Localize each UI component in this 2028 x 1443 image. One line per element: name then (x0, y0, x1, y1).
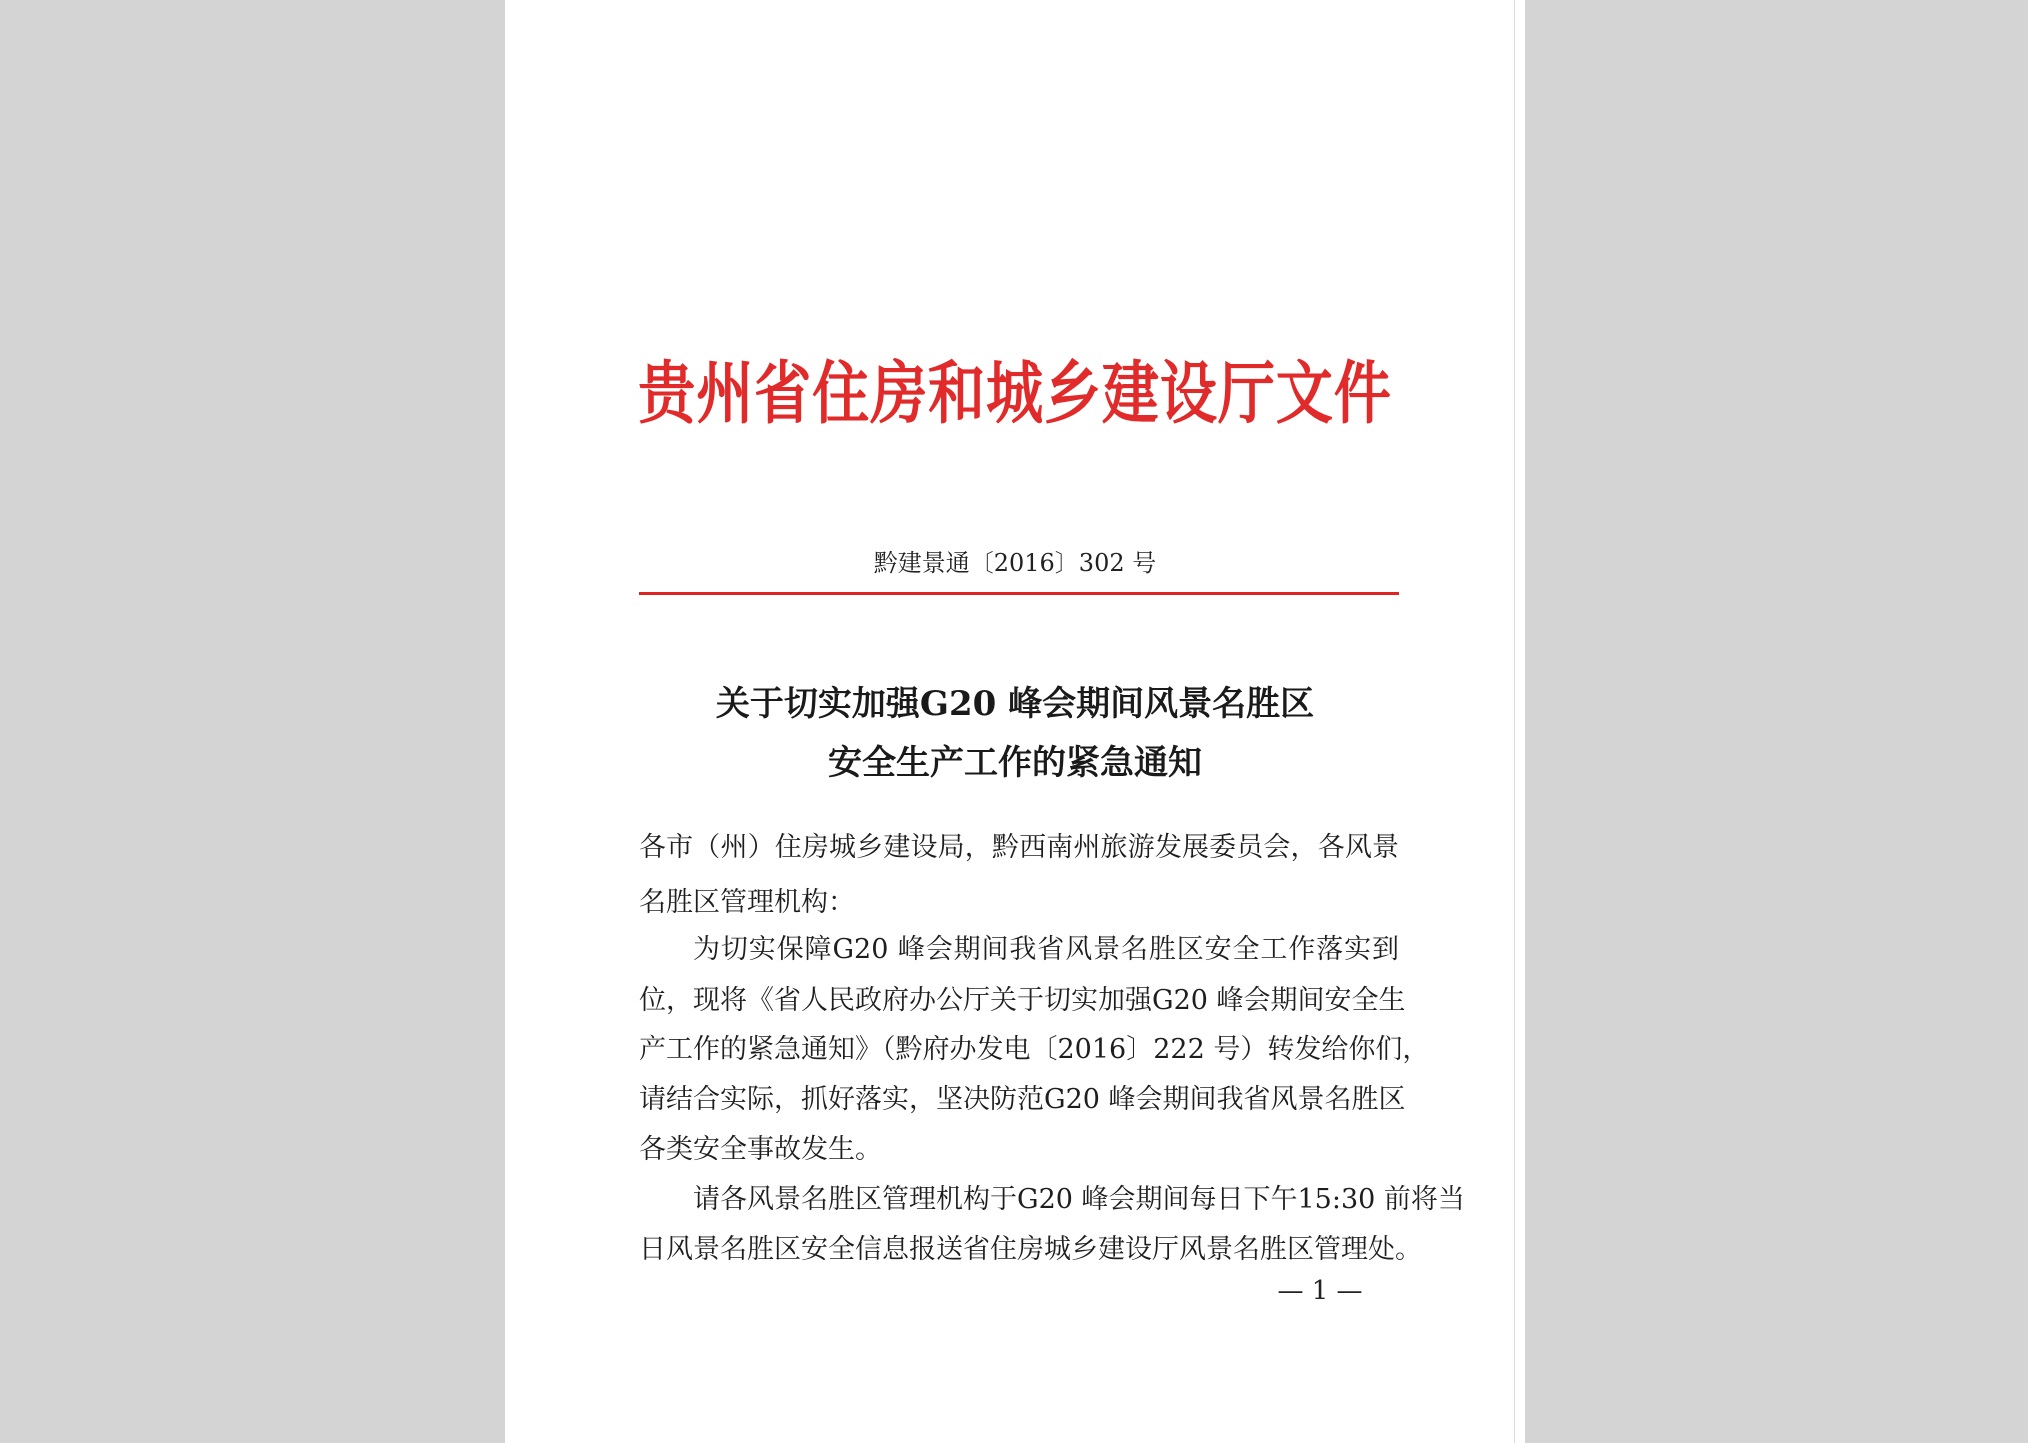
body-line: 请各风景名胜区管理机构于G20 峰会期间每日下午15:30 前将当 (693, 1184, 1465, 1215)
body-line: 产工作的紧急通知》（黔府办发电〔2016〕222 号）转发给你们， (639, 1034, 1430, 1065)
body-line: 各类安全事故发生。 (639, 1134, 882, 1165)
document-header-title: 贵州省住房和城乡建设厅文件 (638, 354, 1392, 434)
notice-title-line-2: 安全生产工作的紧急通知 (828, 743, 1202, 783)
body-line: 各市（州）住房城乡建设局，黔西南州旅游发展委员会，各风景 (639, 832, 1399, 863)
document-number: 黔建景通〔2016〕302 号 (873, 549, 1157, 577)
body-line: 名胜区管理机构： (639, 887, 855, 918)
body-line: 日风景名胜区安全信息报送省住房城乡建设厅风景名胜区管理处。 (639, 1234, 1422, 1265)
page-number: — 1 — (1277, 1276, 1363, 1306)
document-page (505, 0, 1525, 1443)
body-line: 请结合实际，抓好落实，坚决防范G20 峰会期间我省风景名胜区 (639, 1084, 1406, 1115)
body-line: 为切实保障G20 峰会期间我省风景名胜区安全工作落实到 (693, 934, 1399, 965)
notice-title-line-1: 关于切实加强G20 峰会期间风景名胜区 (715, 684, 1315, 724)
header-divider-rule (639, 592, 1399, 595)
body-line: 位，现将《省人民政府办公厅关于切实加强G20 峰会期间安全生 (639, 985, 1406, 1016)
